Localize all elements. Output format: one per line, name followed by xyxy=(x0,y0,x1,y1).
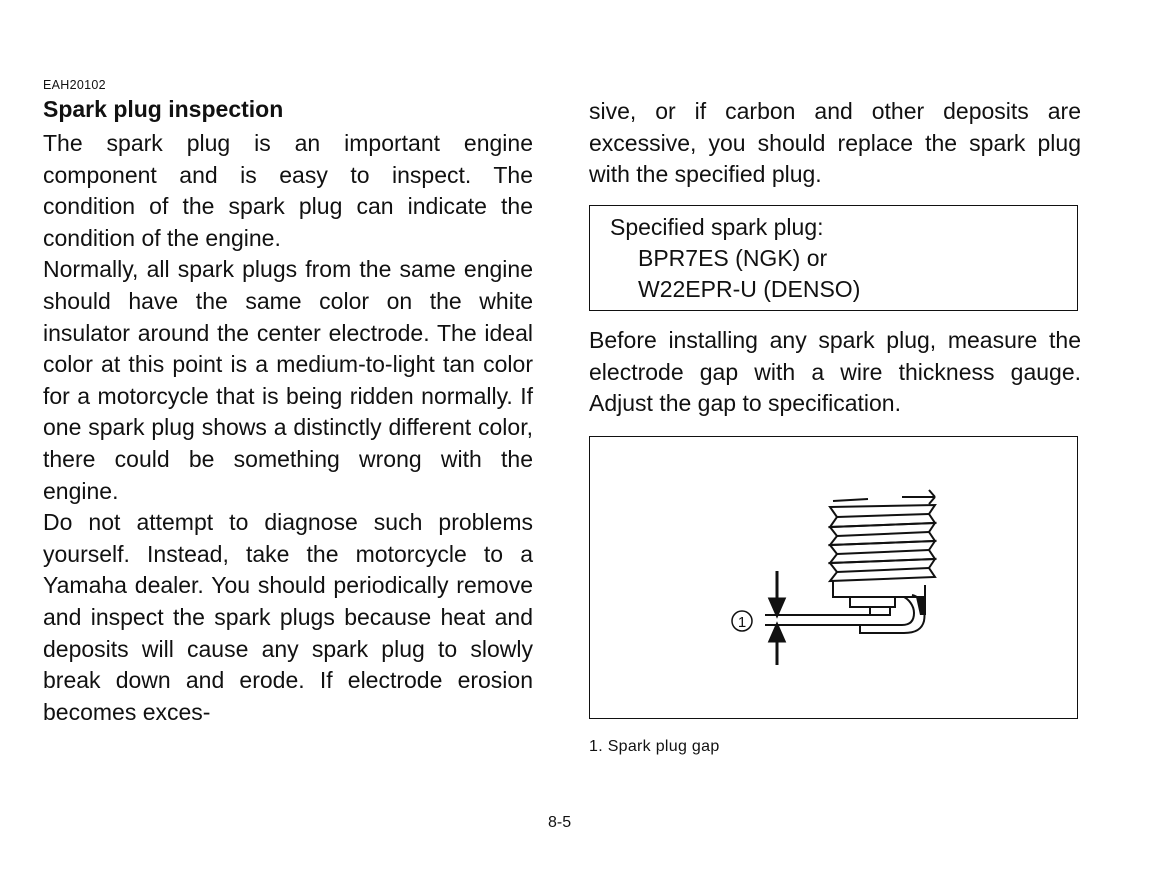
paragraph-color: Normally, all spark plugs from the same engine should have the same color on the white insulator around the center electrode. The ideal color at this point is a medium-to-light tan color for a motorcycle that is being ridden normally. If one spark plug shows a distinctly different color, there could be something wrong with the engine. xyxy=(43,256,533,504)
page-number: 8-5 xyxy=(548,814,572,831)
spec-plug-ngk: BPR7ES (NGK) or xyxy=(638,245,828,271)
figure-box xyxy=(589,436,1078,719)
gap-arrows xyxy=(770,571,784,665)
left-column xyxy=(43,128,533,728)
figure-caption: 1. Spark plug gap xyxy=(589,738,720,755)
paragraph-replace: sive, or if carbon and other deposits are excessive, you should replace the spark plug with the specified plug. xyxy=(589,98,1081,188)
right-column-top xyxy=(589,96,1081,191)
spec-title: Specified spark plug: xyxy=(610,214,824,240)
paragraph-intro: The spark plug is an important engine component and is easy to inspect. The condition of the spark plug can indicate the condition of the engine. xyxy=(43,130,533,251)
right-column-bottom xyxy=(589,325,1081,420)
section-code: EAH20102 xyxy=(43,78,106,92)
paragraph-gap: Before installing any spark plug, measure the electrode gap with a wire thickness gauge. Adjust the gap to specification. xyxy=(589,327,1081,417)
paragraph-diagnose: Do not attempt to diagnose such problems yourself. Instead, take the motorcycle to a Yamaha dealer. You should periodically remove and inspect the spark plugs because heat and deposits will cause any spark plug to slowly break down and erode. If electrode erosion becomes exces- xyxy=(43,509,533,725)
gap-callout: 1 xyxy=(737,614,747,631)
spec-plug-denso: W22EPR-U (DENSO) xyxy=(638,276,861,302)
spec-box xyxy=(589,205,1078,311)
spark-plug-diagram xyxy=(590,437,1079,720)
section-heading: Spark plug inspection xyxy=(43,96,284,122)
